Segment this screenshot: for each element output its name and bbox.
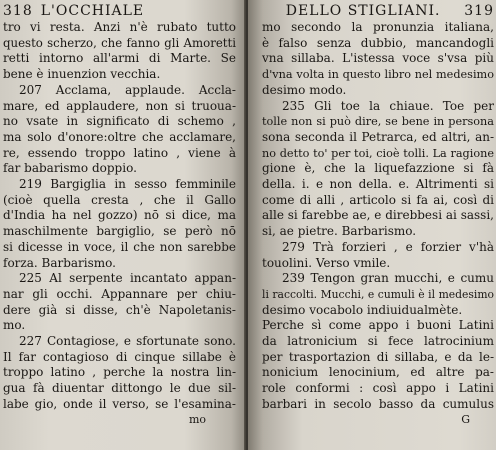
text-line: della. i. e non della. e. Altrimenti si [262, 177, 494, 192]
right-catchword: G [461, 412, 470, 426]
text-line: vna sillaba. L'istessa voce s'vsa più [262, 51, 494, 66]
text-line: retti intorno all'armi di Marte. Se [3, 51, 236, 66]
text-line: far babarismo doppio. [3, 161, 137, 176]
text-line: touolini. Verso vmile. [262, 255, 391, 270]
left-page-number: 318 [3, 3, 33, 19]
text-line: mo. [3, 318, 26, 333]
text-line: no vsate in significato di schemo , [3, 114, 236, 129]
text-line: si dicesse in voce, il che non sarebbe [3, 239, 236, 254]
text-line: per trasportazion di sillaba, e da le- [262, 349, 494, 364]
text-line: mare, ed applaudere, non si truoua- [3, 98, 236, 113]
text-line: li raccolti. Mucchi, e cumuli è il medesimo [262, 287, 494, 301]
text-line: come di alli , articolo si fa ai, così di [262, 192, 494, 207]
right-page-number: 319 [464, 3, 494, 19]
text-line: 225 Al serpente incantato appan- [19, 271, 236, 286]
left-page [0, 0, 246, 450]
text-line: è falso senza dubbio, mancandogli [262, 35, 494, 50]
text-line: forza. Barbarismo. [3, 255, 116, 270]
text-line: alle si farebbe ae, e direbbesi ai sassi, [262, 208, 494, 223]
text-line: role conformi : così appo i Latini [262, 381, 494, 396]
text-line: tolle non si può dire, se bene in persona [262, 115, 494, 129]
text-line: da latronicium si fece latrocinium [262, 334, 494, 349]
text-line: no detto to' per toi, cioè tolli. La ragione [262, 146, 494, 160]
text-line: barbari in secolo basso da cumulus [262, 396, 494, 411]
left-running-head: L'OCCHIALE [40, 3, 145, 19]
text-line: Il far contagioso di cinque sillabe è [3, 349, 236, 364]
text-line: maschilmente bargiglio, se però nō [3, 224, 236, 239]
text-line: mo secondo la pronunzia italiana, [262, 20, 494, 34]
text-line: ma solo d'onore:oltre che acclamare, [3, 129, 236, 144]
text-line: gione è, che la liquefazzione si fà [262, 161, 494, 176]
left-page-header [3, 3, 236, 19]
right-page-body [262, 20, 494, 413]
text-line: 219 Bargiglia in sesso femminile [19, 177, 236, 192]
text-line: 207 Acclama, applaude. Accla- [19, 82, 236, 97]
text-line: d'vna volta in questo libro nel medesimo [262, 68, 494, 82]
text-line: 227 Contagiose, e sfortunate sono. [19, 334, 236, 349]
text-line: desimo modo. [262, 82, 347, 97]
text-line: 235 Gli toe la chiaue. Toe per [282, 98, 494, 113]
left-page-body [3, 20, 236, 413]
text-line: sona seconda il Petrarca, ed altri, an- [262, 129, 494, 144]
text-line: tro vi resta. Anzi n'è rubato tutto [3, 20, 236, 34]
text-line: desimo vocabolo indiuidualmète. [262, 302, 463, 317]
left-catchword: mo [188, 412, 206, 426]
text-line: 279 Trà forzieri , e forzier v'hà [282, 239, 494, 254]
text-line: questo scherzo, che fanno gli Amoretti [3, 35, 236, 50]
text-line: re, essendo troppo latino , viene à [3, 145, 236, 160]
text-line: nonicium lenocinium, ed altre pa- [262, 365, 494, 380]
text-line: 239 Tengon gran mucchi, e cumu [282, 271, 494, 286]
text-line: si, ae pietre. Barbarismo. [262, 224, 417, 239]
right-page-header [262, 3, 494, 19]
text-line: Perche sì come appo i buoni Latini [262, 318, 494, 333]
text-line: labe gio, onde il verso, se l'esamina- [3, 396, 236, 411]
text-line: nar gli occhi. Appannare per chiu- [3, 286, 236, 301]
right-page [248, 0, 496, 450]
text-line: (cioè quella cresta , che il Gallo [3, 192, 236, 207]
text-line: dere già si disse, ch'è Napoletanis- [3, 302, 236, 317]
text-line: bene è inuenzion vecchia. [3, 67, 161, 82]
text-line: d'India ha nel gozzo) nō si dice, ma [3, 208, 236, 223]
text-line: troppo latino , perche la nostra lin- [3, 365, 236, 380]
right-running-head: DELLO STIGLIANI. [285, 3, 441, 19]
text-line: gua fà diuentar dittongo le due sil- [3, 381, 236, 396]
